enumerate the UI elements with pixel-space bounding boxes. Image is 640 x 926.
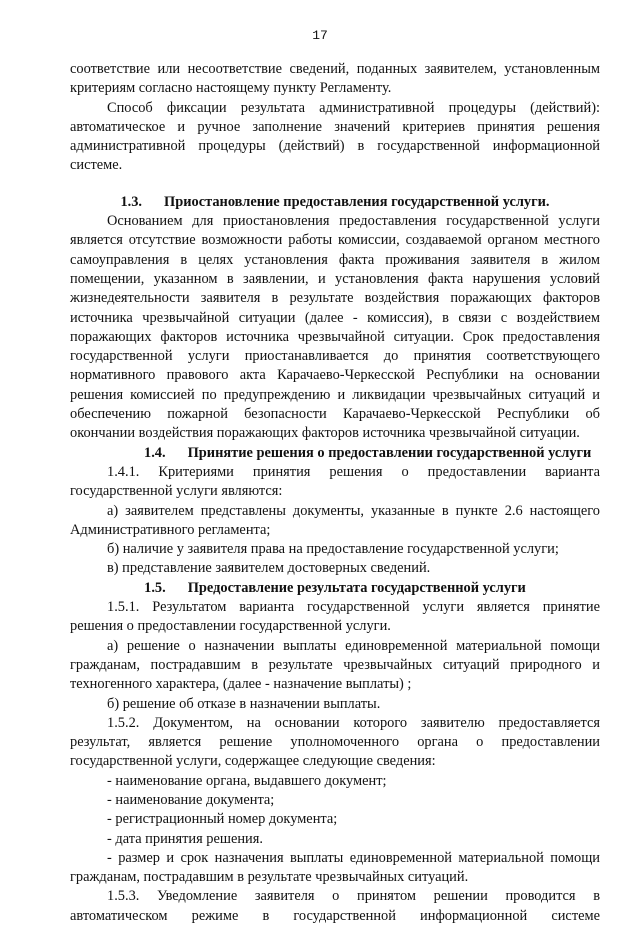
section-number: 1.3. xyxy=(120,193,143,210)
result-item-b: б) решение об отказе в назначении выплаты. xyxy=(107,695,381,712)
paragraph-payment-size: - размер и срок назначения выплаты единовременной материальной помощи гражданам, пострадавшим в результате чрезвычайных ситуаций. xyxy=(70,849,600,886)
list-item: - дата принятия решения. xyxy=(107,830,263,847)
paragraph-fixation-method: Способ фиксации результата административной процедуры (действий): автоматическое и ручное заполнение значений критериев принятия решения административной процедуры (действий) в государственной информационной системе. xyxy=(70,99,600,174)
section-title: Приостановление предоставления государственной услуги. xyxy=(164,193,550,210)
paragraph-intro: соответствие или несоответствие сведений, поданных заявителем, установленным критериям согласно настоящему пункту Регламенту. xyxy=(70,61,600,97)
paragraph-criteria: 1.4.1. Критериями принятия решения о предоставлении варианта государственной услуги являются: xyxy=(70,463,600,500)
paragraph-notification: 1.5.3. Уведомление заявителя о принятом решении проводится в автоматическом режиме в государственной информационной системе xyxy=(70,888,600,924)
section-heading-1-5 xyxy=(70,579,600,598)
document-body xyxy=(70,60,600,926)
list-item: - наименование органа, выдавшего документ; xyxy=(107,772,387,789)
section-title: Предоставление результата государственной услуги xyxy=(187,579,526,596)
paragraph-result: 1.5.1. Результатом варианта государственной услуги является принятие решения о предоставлении государственной услуги. xyxy=(70,599,600,635)
paragraph-document: 1.5.2. Документом, на основании которого заявителю предоставляется результат, является решение уполномоченного органа о предоставлении государственной услуги, содержащее следующие сведения: xyxy=(70,714,600,770)
list-item: - наименование документа; xyxy=(107,791,275,808)
list-item: - регистрационный номер документа; xyxy=(107,811,338,828)
criteria-item-b: б) наличие у заявителя права на предоставление государственной услуги; xyxy=(107,541,559,558)
paragraph-suspension: Основанием для приостановления предоставления государственной услуги является отсутствие возможности работы комиссии, создаваемой органом местного самоуправления в целях установления факта проживания заявителя в жилом помещении, указанном в заявлении, и установления факта нарушения условий жизнедеятельности заявителя в результате воздействия поражающих факторов источника чрезвычайной ситуации (далее - комиссия), в связи с воздействием поражающих факторов источника чрезвычайной ситуации. Срок предоставления государственной услуги приостанавливается до принятия соответствующего нормативного правового акта Карачаево-Черкесской Республики на основании решения комиссией по предупреждению и ликвидации чрезвычайных ситуаций и обеспечению пожарной безопасности Карачаево-Черкесской Республики об окончании воздействия поражающих факторов источника чрезвычайной ситуации. xyxy=(70,213,600,442)
page-number: 17 xyxy=(312,28,328,43)
result-item-a: а) решение о назначении выплаты единовременной материальной помощи гражданам, пострадавшим в результате чрезвычайных ситуаций природного и техногенного характера, (далее - назначение выплаты) ; xyxy=(70,637,600,693)
criteria-item-a: а) заявителем представлены документы, указанные в пункте 2.6 настоящего Административного регламента; xyxy=(70,502,600,538)
section-heading-1-3 xyxy=(70,193,600,212)
section-number: 1.5. xyxy=(144,579,166,596)
criteria-item-c: в) представление заявителем достоверных сведений. xyxy=(107,560,431,577)
section-title: Принятие решения о предоставлении государственной услуги xyxy=(187,444,592,461)
section-heading-1-4 xyxy=(70,444,600,463)
section-number: 1.4. xyxy=(144,444,166,461)
